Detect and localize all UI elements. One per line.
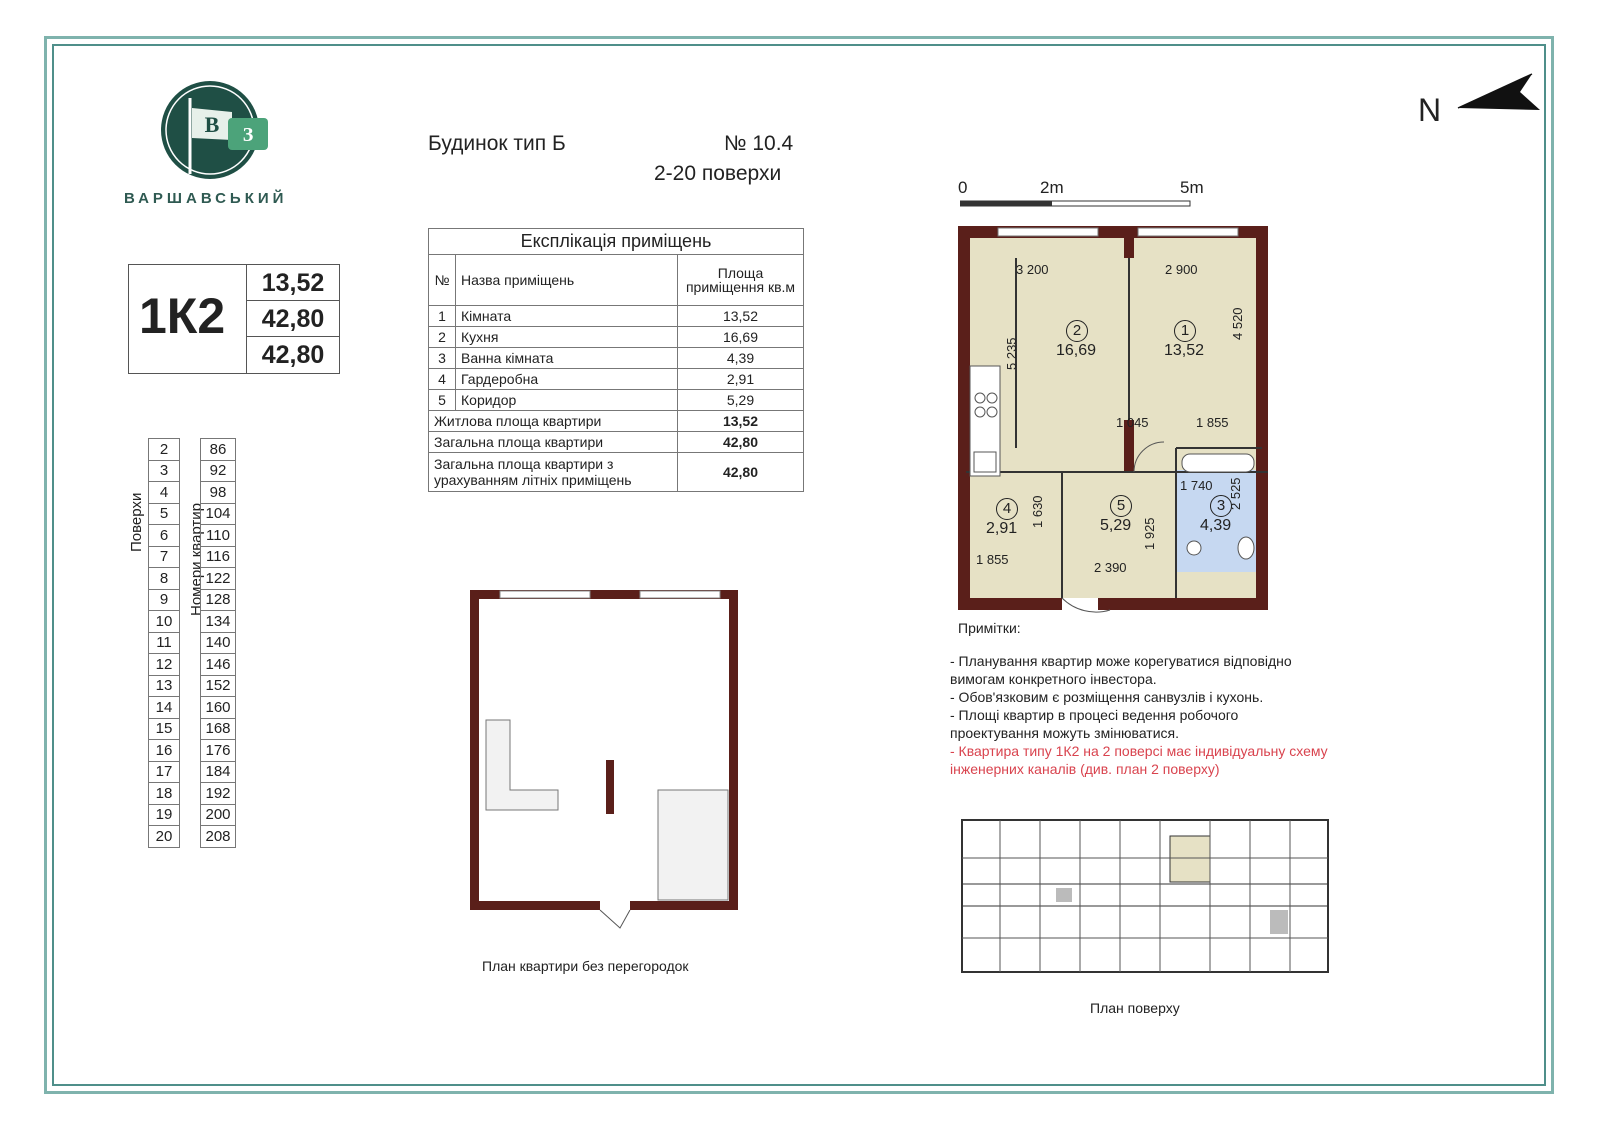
scale-label: 0 [958, 178, 968, 197]
col-name: Назва приміщень [456, 255, 678, 306]
room-no: 3 [429, 348, 456, 369]
floors-table [128, 438, 236, 848]
table-row [128, 503, 236, 525]
floor-number: 13 [149, 675, 180, 697]
table-row [128, 546, 236, 568]
floor-number: 4 [149, 482, 180, 504]
apartment-number: 140 [201, 632, 236, 654]
table-row [128, 697, 236, 719]
total-area-row [429, 432, 804, 453]
room-no: 2 [429, 327, 456, 348]
summary-value: 13,52 [247, 265, 339, 301]
apartment-number: 86 [201, 439, 236, 461]
north-arrow-icon [1456, 70, 1556, 116]
total-area-value: 42,80 [678, 432, 804, 453]
apartment-number: 160 [201, 697, 236, 719]
open-plan-caption: План квартири без перегородок [482, 958, 689, 974]
apartment-number: 110 [201, 525, 236, 547]
floors-gap [180, 568, 201, 590]
plan-dimension: 4 520 [1230, 307, 1245, 340]
floor-number: 9 [149, 589, 180, 611]
floor-number: 10 [149, 611, 180, 633]
room-area: 16,69 [678, 327, 804, 348]
table-row [128, 654, 236, 676]
floor-number: 6 [149, 525, 180, 547]
floors-gap [128, 611, 149, 633]
table-row [128, 525, 236, 547]
plan-dimension: 5 235 [1004, 337, 1019, 370]
floor-number: 15 [149, 718, 180, 740]
floors-gap [180, 740, 201, 762]
apartment-number: 134 [201, 611, 236, 633]
apartment-summary [128, 264, 340, 374]
floor-plan-caption: План поверху [1090, 1000, 1180, 1016]
floor-number: 7 [149, 546, 180, 568]
floors-gap [128, 804, 149, 826]
room-no: 4 [429, 369, 456, 390]
floors-gap [180, 718, 201, 740]
logo-wordmark: ВАРШАВСЬКИЙ [124, 190, 288, 207]
table-row [128, 675, 236, 697]
room-name: Кухня [456, 327, 678, 348]
col-no: № [429, 255, 456, 306]
room-area-label: 4,39 [1200, 517, 1232, 534]
living-area-value: 13,52 [678, 411, 804, 432]
room-no: 5 [429, 390, 456, 411]
floors-gap [180, 546, 201, 568]
table-row [128, 611, 236, 633]
floors-gap [180, 439, 201, 461]
apartment-number: 98 [201, 482, 236, 504]
room-name: Кімната [456, 306, 678, 327]
floors-gap [128, 503, 149, 525]
floors-gap [180, 611, 201, 633]
floors-gap [128, 460, 149, 482]
table-row [128, 632, 236, 654]
scale-bar [960, 200, 1192, 208]
apartment-number: 128 [201, 589, 236, 611]
table-row [429, 306, 804, 327]
floors-gap [180, 589, 201, 611]
floor-number: 20 [149, 826, 180, 848]
floor-overview-drawing [960, 818, 1334, 976]
floor-number: 5 [149, 503, 180, 525]
summary-values [246, 265, 339, 373]
table-row [128, 439, 236, 461]
floor-number: 18 [149, 783, 180, 805]
apartments-label: Номери квартир [188, 502, 205, 616]
notes-heading: Примітки: [958, 620, 1021, 636]
room-name: Коридор [456, 390, 678, 411]
logo [160, 78, 272, 188]
room-name: Гардеробна [456, 369, 678, 390]
room-number: 1 [1174, 320, 1196, 342]
room-number: 2 [1066, 320, 1088, 342]
floors-gap [128, 546, 149, 568]
room-area-label: 13,52 [1164, 342, 1205, 359]
floors-gap [128, 783, 149, 805]
floors-gap [180, 826, 201, 848]
floors-gap [128, 632, 149, 654]
plan-dimension: 2 390 [1094, 560, 1127, 575]
floors-gap [128, 589, 149, 611]
table-row [128, 804, 236, 826]
plan-dimension: 1 855 [1196, 415, 1229, 430]
floor-number: 14 [149, 697, 180, 719]
apartment-number: 92 [201, 460, 236, 482]
floors-gap [128, 439, 149, 461]
apartment-number: 122 [201, 568, 236, 590]
living-area-row [429, 411, 804, 432]
floors-gap [180, 783, 201, 805]
total-summer-row [429, 453, 804, 492]
room-area: 2,91 [678, 369, 804, 390]
room-area-label: 5,29 [1100, 517, 1132, 534]
col-area: Площа приміщення кв.м [678, 255, 804, 306]
floor-number: 3 [149, 460, 180, 482]
notes [950, 652, 1330, 778]
plan-dimension: 2 525 [1228, 477, 1243, 510]
apartment-number: 200 [201, 804, 236, 826]
table-row [128, 826, 236, 848]
table-row [128, 740, 236, 762]
table-row [128, 761, 236, 783]
floor-number: 8 [149, 568, 180, 590]
room-name: Ванна кімната [456, 348, 678, 369]
table-row [128, 718, 236, 740]
plan-dimension: 1 740 [1180, 478, 1213, 493]
floor-number: 17 [149, 761, 180, 783]
floors-gap [128, 826, 149, 848]
floors-gap [180, 654, 201, 676]
logo-letter-1: В [204, 112, 220, 137]
room-area-label: 2,91 [986, 520, 1018, 537]
floor-number: 16 [149, 740, 180, 762]
room-area: 13,52 [678, 306, 804, 327]
floor-number: 11 [149, 632, 180, 654]
floors-gap [128, 718, 149, 740]
table-row [128, 568, 236, 590]
room-area: 5,29 [678, 390, 804, 411]
summary-value: 42,80 [247, 301, 339, 337]
floors-gap [128, 525, 149, 547]
plan-dimension: 1 855 [976, 552, 1009, 567]
table-row [128, 460, 236, 482]
floors-label: Поверхи [128, 492, 145, 552]
floors-gap [180, 632, 201, 654]
table-row [128, 783, 236, 805]
apartment-number: 104 [201, 503, 236, 525]
apartment-number: 146 [201, 654, 236, 676]
floors-gap [180, 804, 201, 826]
apartment-number: 116 [201, 546, 236, 568]
apartment-code: 1К2 [139, 288, 226, 344]
floors-gap [128, 740, 149, 762]
room-number: 4 [996, 498, 1018, 520]
note-item: - Обов'язковим є розміщення санвузлів і кухонь. [950, 689, 1264, 705]
table-row [128, 589, 236, 611]
floors-gap [128, 568, 149, 590]
total-area-label: Загальна площа квартири [429, 432, 678, 453]
explication-caption: Експлікація приміщень [429, 229, 804, 255]
room-number: 5 [1110, 495, 1132, 517]
total-summer-label: Загальна площа квартири з урахуванням літніх приміщень [429, 453, 678, 492]
floor-number: 19 [149, 804, 180, 826]
floors-gap [180, 525, 201, 547]
table-row [429, 348, 804, 369]
scale-label: 5m [1180, 178, 1204, 197]
living-area-label: Житлова площа квартири [429, 411, 678, 432]
apartment-number: 168 [201, 718, 236, 740]
note-item: - Площі квартир в процесі ведення робочого проектування можуть змінюватися. [950, 707, 1239, 741]
room-area: 4,39 [678, 348, 804, 369]
floors-gap [180, 460, 201, 482]
logo-letter-2: З [242, 124, 254, 146]
plan-dimension: 1 925 [1142, 517, 1157, 550]
room-number: 3 [1210, 495, 1232, 517]
room-area-label: 16,69 [1056, 342, 1097, 359]
floors-gap [128, 654, 149, 676]
open-plan-drawing [470, 590, 742, 930]
floors-gap [180, 761, 201, 783]
floors-gap [180, 697, 201, 719]
floors-gap [180, 675, 201, 697]
building-type: Будинок тип Б [428, 132, 566, 155]
room-no: 1 [429, 306, 456, 327]
note-item: - Планування квартир може корегуватися відповідно вимогам конкретного інвестора. [950, 653, 1292, 687]
building-number: № 10.4 [724, 132, 794, 155]
compass-letter: N [1418, 92, 1442, 128]
floor-number: 2 [149, 439, 180, 461]
table-row [429, 390, 804, 411]
floors-gap [128, 697, 149, 719]
scale-label: 2m [1040, 178, 1064, 197]
floors-gap [180, 503, 201, 525]
table-row [429, 327, 804, 348]
floor-number: 12 [149, 654, 180, 676]
apartment-number: 208 [201, 826, 236, 848]
plan-dimension: 1 630 [1030, 495, 1045, 528]
table-row [429, 369, 804, 390]
apartment-number: 176 [201, 740, 236, 762]
summary-value: 42,80 [261, 341, 325, 369]
plan-dimension: 2 900 [1165, 262, 1198, 277]
apartment-number: 192 [201, 783, 236, 805]
floors-range: 2-20 поверхи [654, 162, 782, 185]
plan-dimension: 1 045 [1116, 415, 1149, 430]
explication-table [428, 228, 804, 492]
apartment-number: 152 [201, 675, 236, 697]
floors-gap [128, 761, 149, 783]
note-warning: - Квартира типу 1К2 на 2 поверсі має індивідуальну схему інженерних каналів (див. план 2 поверху) [950, 743, 1328, 777]
total-summer-value: 42,80 [678, 453, 804, 492]
table-row [128, 482, 236, 504]
floors-gap [128, 482, 149, 504]
floors-gap [128, 675, 149, 697]
plan-dimension: 3 200 [1016, 262, 1049, 277]
apartment-number: 184 [201, 761, 236, 783]
floors-gap [180, 482, 201, 504]
